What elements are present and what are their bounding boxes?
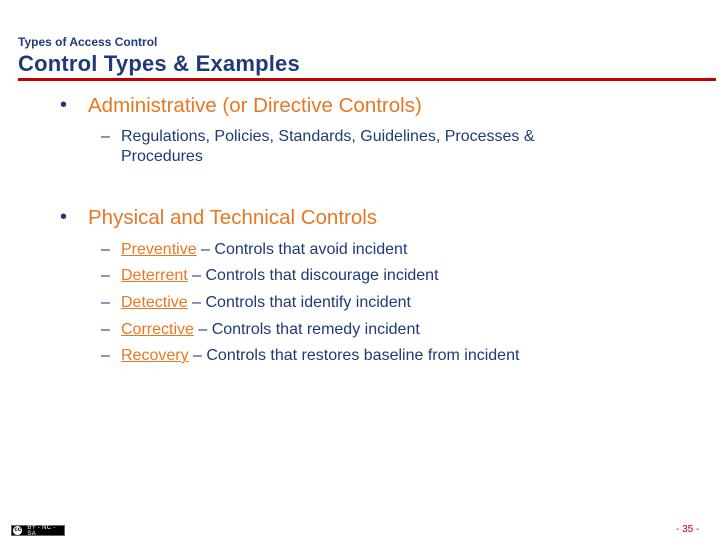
bullet-text: Physical and Technical Controls [88,206,378,229]
dash-icon: – [101,267,110,284]
bullet-dot-icon: • [60,206,68,228]
term-description: – Controls that remedy incident [193,321,420,338]
sub-item-line1: Regulations, Policies, Standards, Guidelines, Processes & [121,128,535,145]
term-description: – Controls that identify incident [187,294,411,311]
dash-icon: – [101,241,110,258]
term-deterrent[interactable]: Deterrent [121,267,188,284]
term-preventive[interactable]: Preventive [121,241,197,258]
term-recovery[interactable]: Recovery [121,347,189,364]
slide-title: Control Types & Examples [18,51,300,76]
cc-license-text: BY - NC - SA [27,524,56,537]
cc-icon: cc [14,527,22,533]
page-number: - 35 - [676,524,700,535]
term-description: – Controls that avoid incident [196,241,408,258]
dash-icon: – [101,321,110,338]
dash-icon: – [101,294,110,311]
term-corrective[interactable]: Corrective [121,321,194,338]
term-detective[interactable]: Detective [121,294,188,311]
term-description: – Controls that discourage incident [187,267,439,284]
sub-item-line2: Procedures [121,148,203,165]
creative-commons-badge[interactable] [11,525,65,536]
dash-icon: – [101,128,110,145]
sub-item-text [121,127,535,167]
bullet-text: Administrative (or Directive Controls) [88,94,422,117]
bullet-dot-icon: • [60,94,68,116]
dash-icon: – [101,347,110,364]
slide-kicker: Types of Access Control [18,35,158,49]
term-description: – Controls that restores baseline from incident [188,347,520,364]
title-divider [18,78,716,81]
